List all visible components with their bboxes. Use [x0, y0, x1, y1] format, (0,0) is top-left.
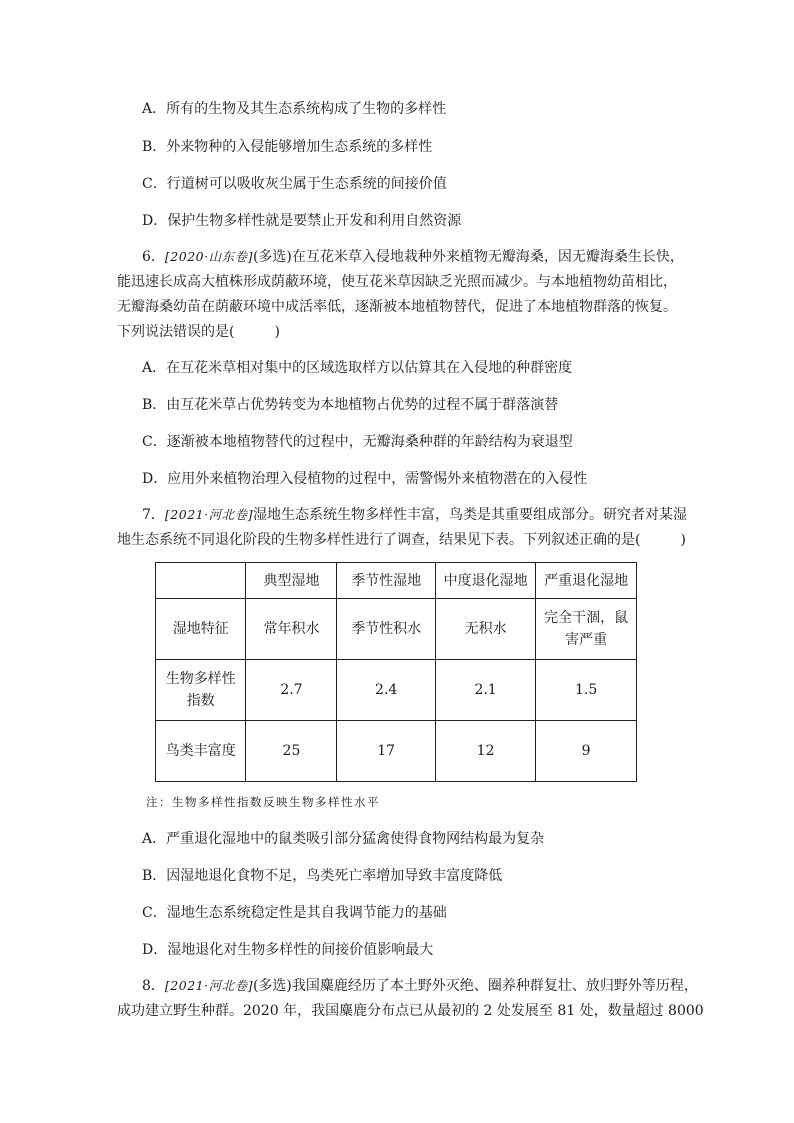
- q6-question-text: 下列说法错误的是(: [117, 324, 235, 340]
- table-header-moderate: 中度退化湿地: [435, 563, 535, 599]
- q7-number: 7．: [142, 507, 165, 523]
- q8-line1-text: (多选)我国麋鹿经历了本土野外灭绝、圈养种群复壮、放归野外等历程，: [252, 978, 698, 994]
- table-header-row: [156, 563, 637, 599]
- table-cell: 12: [435, 721, 535, 782]
- q6-stem-line1: [142, 247, 684, 267]
- q5-option-d: D．保护生物多样性就是要禁止开发和利用自然资源: [142, 213, 462, 229]
- wetland-data-table: [155, 562, 637, 782]
- q7-question-close: ): [680, 532, 686, 548]
- table-cell: 9: [536, 721, 637, 782]
- q7-option-a: A．严重退化湿地中的鼠类吸引部分猛禽使得食物网结构最为复杂: [142, 831, 545, 847]
- q7-stem-line1: [142, 505, 687, 525]
- table-cell: 常年积水: [246, 599, 337, 660]
- q6-number: 6．: [142, 249, 165, 265]
- q8-stem-line1: [142, 976, 698, 996]
- table-corner-cell: [156, 563, 246, 599]
- q5-option-c: C．行道树可以吸收灰尘属于生态系统的间接价值: [142, 176, 447, 192]
- q6-option-b: B．由互花米草占优势转变为本地植物占优势的过程不属于群落演替: [142, 397, 559, 413]
- table-cell: 2.1: [435, 660, 535, 721]
- q7-option-d: D．湿地退化对生物多样性的间接价值影响最大: [142, 942, 434, 958]
- table-header-typical: 典型湿地: [246, 563, 337, 599]
- q6-stem-line4: [117, 322, 280, 342]
- q6-stem-line2: 能迅速长成高大植株形成荫蔽环境，使互花米草因缺乏光照而减少。与本地植物幼苗相比，: [117, 274, 677, 290]
- row-label: 生物多样性指数: [156, 660, 246, 721]
- q6-option-a: A．在互花米草相对集中的区域选取样方以估算其在入侵地的种群密度: [142, 360, 573, 376]
- q6-option-d: D．应用外来植物治理入侵植物的过程中，需警惕外来植物潜在的入侵性: [142, 471, 588, 487]
- table-cell: 无积水: [435, 599, 535, 660]
- q8-source: [2021·河北卷]: [164, 978, 253, 993]
- q6-source: [2020·山东卷]: [164, 249, 253, 264]
- table-cell: 2.4: [337, 660, 435, 721]
- q8-stem-line2: 成功建立野生种群。2020 年，我国麋鹿分布点已从最初的 2 处发展至 81 处，数量超过 8000: [117, 1003, 704, 1019]
- table-row: [156, 721, 637, 782]
- q7-line1-text: 湿地生态系统生物多样性丰富，鸟类是其重要组成部分。研究者对某湿: [252, 507, 687, 523]
- table-cell: 1.5: [536, 660, 637, 721]
- row-label: 鸟类丰富度: [156, 721, 246, 782]
- table-cell: 季节性积水: [337, 599, 435, 660]
- q8-number: 8．: [142, 978, 165, 994]
- q7-question-text: 地生态系统不同退化阶段的生物多样性进行了调查，结果见下表。下列叙述正确的是(: [117, 532, 641, 548]
- q7-option-c: C．湿地生态系统稳定性是其自我调节能力的基础: [142, 905, 447, 921]
- q7-option-b: B．因湿地退化食物不足，鸟类死亡率增加导致丰富度降低: [142, 868, 503, 884]
- table-header-seasonal: 季节性湿地: [337, 563, 435, 599]
- table-header-severe: 严重退化湿地: [536, 563, 637, 599]
- q7-stem-line2: [117, 530, 686, 550]
- table-cell: 2.7: [246, 660, 337, 721]
- table-note: 注：生物多样性指数反映生物多样性水平: [146, 795, 380, 809]
- table-row: [156, 660, 637, 721]
- q6-line1-text: (多选)在互花米草入侵地栽种外来植物无瓣海桑，因无瓣海桑生长快，: [252, 249, 684, 265]
- q5-option-b: B．外来物种的入侵能够增加生态系统的多样性: [142, 139, 433, 155]
- q6-option-c: C．逐渐被本地植物替代的过程中，无瓣海桑种群的年龄结构为衰退型: [142, 434, 573, 450]
- q6-stem-line3: 无瓣海桑幼苗在荫蔽环境中成活率低，逐渐被本地植物替代，促进了本地植物群落的恢复。: [117, 299, 677, 315]
- table-cell: 17: [337, 721, 435, 782]
- q7-source: [2021·河北卷]: [164, 507, 253, 522]
- table-cell: 25: [246, 721, 337, 782]
- row-label: 湿地特征: [156, 599, 246, 660]
- q6-question-close: ): [274, 324, 280, 340]
- table-cell: 完全干涸，鼠害严重: [536, 599, 637, 660]
- table-row: [156, 599, 637, 660]
- q5-option-a: A．所有的生物及其生态系统构成了生物的多样性: [142, 101, 447, 117]
